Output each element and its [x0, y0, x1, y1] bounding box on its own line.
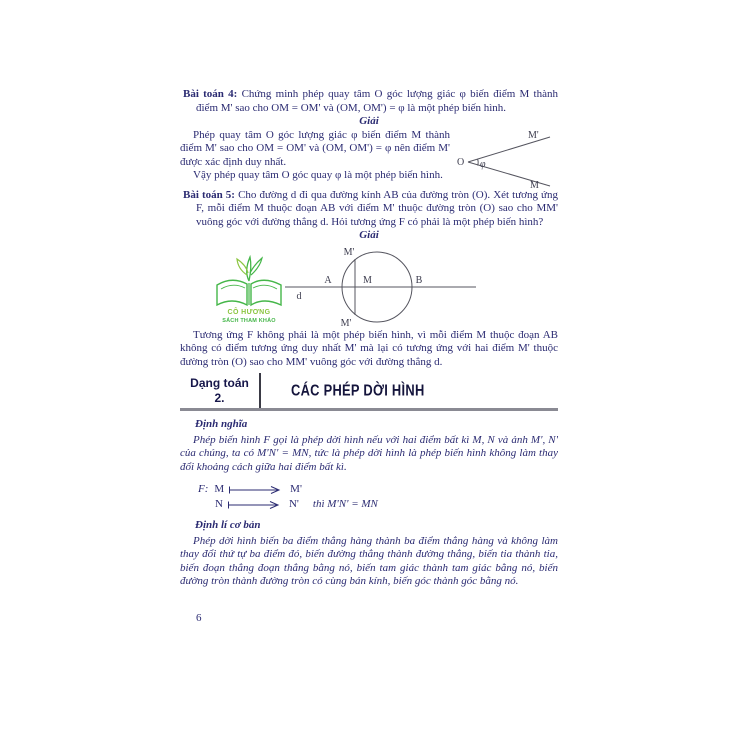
rotation-angle-diagram: [456, 129, 558, 189]
solution-heading-1: Giải: [359, 115, 379, 127]
circle-diagram: [283, 243, 478, 331]
phi-label: φ: [480, 158, 486, 170]
problem-4-label: Bài toán 4:: [183, 88, 238, 100]
solution-4-paragraph-2: Vậy phép quay tâm O góc quay φ là một phép biến hình.: [193, 169, 443, 181]
solution-5-paragraph: Tương ứng F không phải là một phép biến hình, vì mỗi điểm M thuộc đoạn AB không có điểm tương ứng duy nhất M' mà lại có tương ứng với hai điểm M' thuộc đường tròn (O) sao cho MM' vuông góc với đường thẳng d.: [180, 328, 558, 368]
logo-right-page: [251, 280, 281, 305]
section-title-cell: [261, 373, 558, 408]
mapping-to-m-prime: M': [290, 482, 302, 495]
mapping-line-2: [198, 497, 558, 512]
problem-5-text: Cho đường d đi qua đường kính AB của đường tròn (O). Xét tương ứng F, mỗi điểm M thuộc đoạn AB với điểm M' thuộc đường tròn (O) sao cho MM' vuông góc với đường thẳng d. Hỏi tương ứng F có phải là một phép biến hình?: [196, 188, 559, 228]
problem-5-paragraph: [180, 189, 558, 230]
solution-4-paragraph-1: Phép quay tâm O góc lượng giác φ biến điểm M thành điểm M' sao cho OM = OM' và (OM, OM') = φ nên điểm M' được xác định duy nhất.: [180, 128, 450, 168]
rotation-angle-figure: [456, 129, 558, 189]
maps-to-arrow-icon: [228, 485, 286, 495]
section-type-index: 2.: [214, 391, 225, 405]
logo-leaf-right: [250, 258, 262, 275]
mapping-conclusion: thì M'N' = MN: [312, 497, 378, 510]
logo-right-page-inner: [253, 285, 277, 289]
mapping-from-m: M: [214, 482, 225, 495]
theorem-text: Phép dời hình biến ba điểm thẳng hàng thành ba điểm thẳng hàng và không làm thay đổi thứ tự ba điểm đó, biến đường thẳng thành đường thẳng, biến tia thành tia, biến đoạn thẳng đoạn thẳng bằng nó, biến tam giác thành tam giác bằng nó, biến đường tròn thành đường tròn có cùng bán kính, biến góc thành góc bằng nó.: [180, 534, 558, 587]
m-prime-bottom-label: M': [340, 317, 352, 329]
problem-5-label: Bài toán 5:: [183, 188, 235, 201]
point-b-label: B: [415, 274, 423, 286]
problem-4-text: Chứng minh phép quay tâm O góc lượng giác φ biến điểm M thành điểm M' sao cho OM = OM' và (OM, OM') = φ là một phép biến hình.: [196, 88, 558, 114]
mapping-notation: [198, 482, 558, 512]
page-number: 6: [196, 612, 202, 624]
section-type-box: [180, 373, 558, 411]
point-o-label: O: [457, 156, 465, 168]
logo-left-page-inner: [221, 285, 245, 289]
definition-heading: Định nghĩa: [195, 418, 248, 430]
logo-flame-center: [247, 257, 251, 281]
theorem-heading: Định lí cơ bản: [195, 519, 261, 531]
solution-4-block: [180, 128, 558, 189]
mapping-from-n: N: [215, 497, 223, 510]
publisher-logo: [210, 245, 288, 330]
section-type-number: [180, 373, 261, 408]
logo-text-line1: CÔ HƯƠNG: [227, 308, 271, 316]
mapping-to-n-prime: N': [288, 497, 299, 510]
point-a-label: A: [324, 274, 332, 286]
point-m-label: M: [530, 179, 539, 189]
mapping-line-1: [198, 482, 558, 497]
solution-heading-2: Giải: [359, 229, 379, 241]
logo-text-line2: SÁCH THAM KHẢO: [222, 317, 276, 324]
page-content: [180, 88, 558, 589]
logo-left-page: [217, 280, 247, 305]
problem-4-paragraph: [180, 88, 558, 115]
point-m-label: M: [363, 274, 372, 286]
circle-figure-row: [180, 243, 558, 329]
circle-figure: [283, 243, 478, 336]
mapping-f-label: F:: [198, 482, 209, 495]
section-title: CÁC PHÉP DỜI HÌNH: [291, 380, 425, 399]
m-prime-top-label: M': [343, 246, 355, 258]
line-d-label: d: [296, 290, 302, 302]
definition-text: Phép biến hình F gọi là phép dời hình nếu với hai điểm bất kì M, N và ảnh M', N' của chúng, ta có M'N' = MN, tức là phép dời hình là phép biến hình không làm thay đổi khoảng cách giữa hai điểm bất kì.: [180, 433, 558, 473]
section-type-label: Dạng toán: [190, 376, 249, 390]
maps-to-arrow-icon: [227, 500, 285, 510]
angle-arc: [478, 159, 479, 166]
book-logo-icon: [210, 245, 288, 325]
point-m-prime-label: M': [528, 129, 539, 141]
